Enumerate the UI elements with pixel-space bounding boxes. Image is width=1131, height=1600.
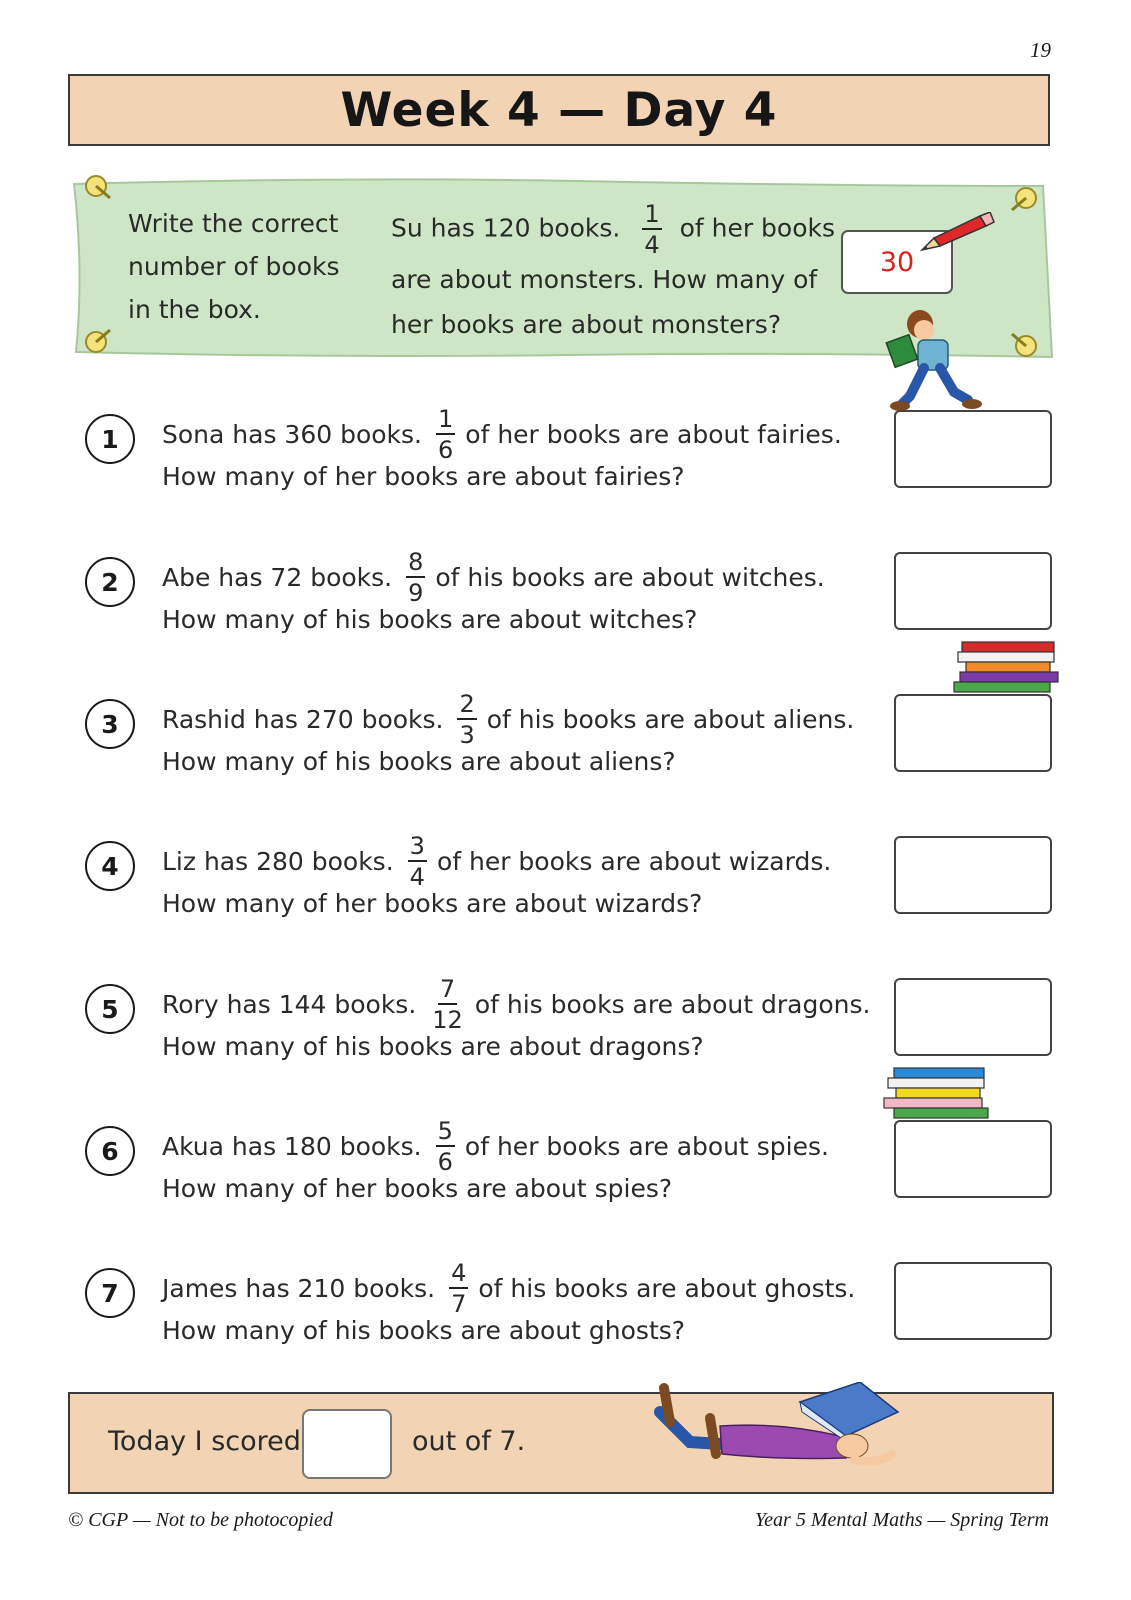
- question-number-badge: 4: [85, 841, 135, 891]
- question-prompt: How many of her books are about spies?: [162, 1174, 673, 1203]
- fraction-denominator: 12: [432, 1005, 463, 1034]
- answer-box-2[interactable]: [894, 552, 1052, 630]
- fraction-numerator: 1: [644, 200, 660, 228]
- book-stack-illustration: [880, 1066, 992, 1122]
- answer-box-6[interactable]: [894, 1120, 1052, 1198]
- question-fraction: [408, 831, 427, 891]
- question-end: of her books are about wizards.: [436, 846, 832, 876]
- question-statement: [162, 974, 882, 1034]
- page-title: Week 4 — Day 4: [340, 82, 778, 138]
- answer-box-3[interactable]: [894, 694, 1052, 772]
- question-statement: [162, 404, 882, 464]
- footer-copyright: © CGP — Not to be photocopied: [68, 1509, 333, 1531]
- example-answer-box: 30: [841, 230, 953, 294]
- question-number-badge: 2: [85, 557, 135, 607]
- question-number-badge: 7: [85, 1268, 135, 1318]
- question-number-badge: 6: [85, 1126, 135, 1176]
- question-number-badge: 3: [85, 699, 135, 749]
- question-end: of her books are about spies.: [464, 1131, 829, 1161]
- example-question: [391, 202, 861, 347]
- question-fraction: [430, 974, 465, 1034]
- pin-icon: [86, 176, 110, 198]
- answer-box-5[interactable]: [894, 978, 1052, 1056]
- fraction-numerator: 7: [439, 974, 456, 1003]
- title-banner: [68, 74, 1050, 146]
- score-banner: [68, 1392, 1054, 1494]
- score-suffix: out of 7.: [412, 1426, 526, 1457]
- score-label: Today I scored: [108, 1426, 301, 1457]
- fraction-denominator: 3: [459, 720, 475, 749]
- score-input-box[interactable]: [302, 1409, 392, 1479]
- question-prompt: How many of his books are about aliens?: [162, 747, 676, 776]
- answer-box-1[interactable]: [894, 410, 1052, 488]
- example-question-start: Su has 120 books.: [391, 213, 621, 243]
- question-start: Liz has 280 books.: [162, 846, 394, 876]
- question-fraction: [457, 689, 476, 749]
- question-number-badge: 1: [85, 414, 135, 464]
- question-start: Rashid has 270 books.: [162, 704, 444, 734]
- question-end: of his books are about ghosts.: [478, 1273, 856, 1303]
- sleeping-boy-illustration: [650, 1382, 910, 1492]
- example-question-end: of her books are about monsters. How many of her books are about monsters?: [391, 213, 836, 339]
- question-fraction: [449, 1258, 468, 1318]
- fraction-numerator: 4: [451, 1258, 467, 1287]
- example-instruction: Write the correct number of books in the box.: [128, 209, 340, 324]
- question-start: Rory has 144 books.: [162, 989, 417, 1019]
- question-statement: [162, 1258, 882, 1318]
- question-prompt: How many of his books are about dragons?: [162, 1032, 704, 1061]
- book-stack-illustration: [950, 640, 1062, 696]
- question-start: Akua has 180 books.: [162, 1131, 422, 1161]
- fraction-numerator: 3: [409, 831, 425, 860]
- question-fraction: [436, 404, 455, 464]
- fraction-numerator: 5: [437, 1116, 453, 1145]
- fraction-numerator: 8: [408, 547, 424, 576]
- question-prompt: How many of his books are about ghosts?: [162, 1316, 686, 1345]
- question-statement: [162, 547, 882, 607]
- fraction-denominator: 9: [408, 578, 424, 607]
- question-number-badge: 5: [85, 984, 135, 1034]
- question-end: of his books are about witches.: [435, 562, 825, 592]
- fraction-denominator: 6: [437, 1147, 453, 1176]
- pencil-icon: [918, 212, 998, 262]
- question-prompt: How many of her books are about wizards?: [162, 889, 703, 918]
- question-statement: [162, 689, 882, 749]
- fraction-denominator: 4: [409, 862, 425, 891]
- question-start: James has 210 books.: [162, 1273, 436, 1303]
- fraction-denominator: 7: [451, 1289, 467, 1318]
- footer-book-title: Year 5 Mental Maths — Spring Term: [754, 1509, 1049, 1531]
- question-end: of his books are about aliens.: [486, 704, 855, 734]
- fraction-denominator: 4: [644, 231, 660, 259]
- question-start: Sona has 360 books.: [162, 419, 422, 449]
- question-end: of her books are about fairies.: [465, 419, 842, 449]
- question-start: Abe has 72 books.: [162, 562, 393, 592]
- fraction-denominator: 6: [438, 435, 454, 464]
- question-fraction: [436, 1116, 455, 1176]
- boy-reading-illustration: [880, 308, 990, 412]
- question-end: of his books are about dragons.: [474, 989, 871, 1019]
- question-statement: [162, 1116, 882, 1176]
- question-fraction: [406, 547, 425, 607]
- fraction-numerator: 1: [438, 404, 454, 433]
- page-number: 19: [1030, 38, 1051, 62]
- example-fraction: [642, 202, 661, 257]
- fraction-numerator: 2: [459, 689, 475, 718]
- question-statement: [162, 831, 882, 891]
- answer-box-7[interactable]: [894, 1262, 1052, 1340]
- question-prompt: How many of her books are about fairies?: [162, 462, 685, 491]
- question-prompt: How many of his books are about witches?: [162, 605, 698, 634]
- answer-box-4[interactable]: [894, 836, 1052, 914]
